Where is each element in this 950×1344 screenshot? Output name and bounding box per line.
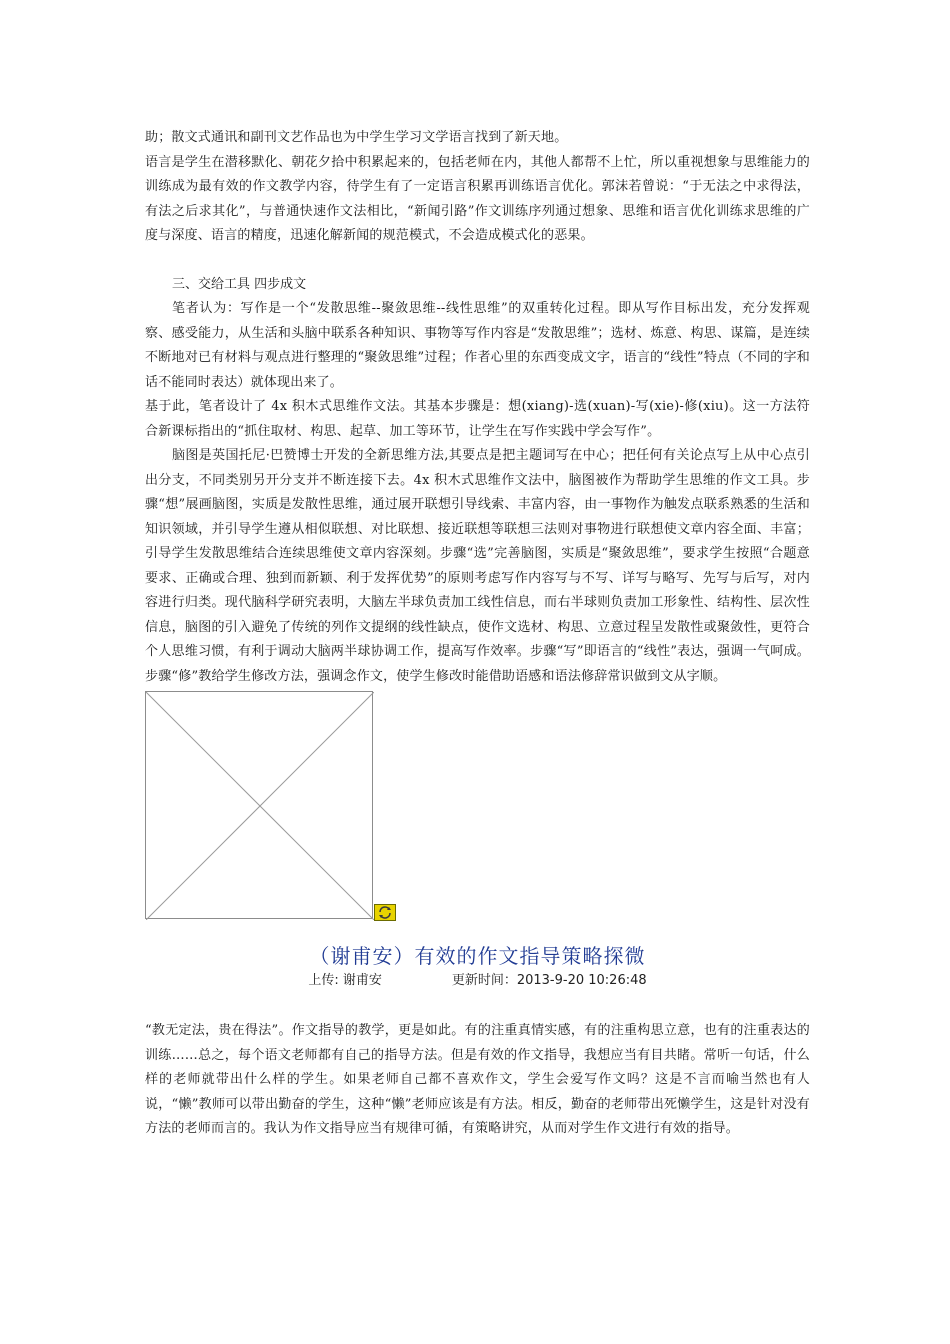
- article-paragraph: “教无定法，贵在得法”。作文指导的教学，更是如此。有的注重真情实感，有的注重构思立意，也有的注重表达的训练……总之，每个语文老师都有自己的指导方法。但是有效的作文指导，我想应当有目共睹。常听一句话，什么样的老师就带出什么样的学生。如果老师自己都不喜欢作文，学生会爱写作文吗？这是不言而喻当然也有人说，“懒”教师可以带出勤奋的学生，这种“懒”老师应该是有方法。相反，勤奋的老师带出死懒学生，这是针对没有方法的老师而言的。我认为作文指导应当有规律可循，有策略讲究，从而对学生作文进行有效的指导。: [145, 1023, 810, 1136]
- updated-time-label: 更新时间：2013-9-20 10:26:48: [451, 973, 647, 988]
- paragraph-4x-method: 基于此，笔者设计了 4x 积木式思维作文法。其基本步骤是：想(xiang)-选(xuan)-写(xie)-修(xiu)。这一方法符合新课标指出的“抓住取材、构思、起草、加工等环节，让学生在写作实践中学会写作”。: [145, 399, 810, 439]
- paragraph-gap: [145, 249, 810, 273]
- missing-image-frame: [145, 691, 373, 919]
- article-title: （谢甫安）有效的作文指导策略探微: [309, 944, 646, 968]
- section-heading: 三、交给工具 四步成文: [172, 276, 307, 292]
- uploader-label: 上传: 谢甫安: [308, 973, 382, 988]
- paragraph-mind-map: 脑图是英国托尼·巴赞博士开发的全新思维方法,其要点是把主题词写在中心；把任何有关论点写上从中心点引出分支，不同类别另开分支并不断连接下去。4x 积木式思维作文法中，脑图被作为帮助学生思维的作文工具。步骤“想”展画脑图，实质是发散性思维，通过展开联想引导线索、丰富内容，由一事物作为触发点联系熟悉的生活和知识领域，并引导学生遵从相似联想、对比联想、接近联想等联想三法则对事物进行联想使文章内容全面、丰富；引导学生发散思维结合连续思维使文章内容深刻。步骤“选”完善脑图，实质是“聚敛思维”，要求学生按照“合题意要求、正确或合理、独到而新颖、利于发挥优势”的原则考虑写作内容写与不写、详写与略写、先写与后写，对内容进行归类。现代脑科学研究表明，大脑左半球负责加工线性信息，而右半球则负责加工形象性、结构性、层次性信息，脑图的引入避免了传统的列作文提纲的线性缺点，使作文选材、构思、立意过程呈发散性或聚敛性，更符合个人思维习惯，有利于调动大脑两半球协调工作，提高写作效率。步骤“写”即语言的“线性”表达，强调一气呵成。步骤“修”教给学生修改方法，强调念作文，使学生修改时能借助语感和语法修辞常识做到文从字顺。: [145, 448, 810, 684]
- article-meta: [145, 971, 810, 991]
- paragraph-language-training: 语言是学生在潜移默化、朝花夕拾中积累起来的，包括老师在内，其他人都帮不上忙，所以重视想象与思维能力的训练成为最有效的作文教学内容，待学生有了一定语言积累再训练语言优化。郭沫若曾说：“于无法之中求得法，有法之后求其化”，与普通快速作文法相比，“新闻引路”作文训练序列通过想象、思维和语言优化训练求思维的广度与深度、语言的精度，迅速化解新闻的规范模式，不会造成模式化的恶果。: [145, 154, 810, 243]
- article-body: [145, 1019, 810, 1142]
- placeholder-cross-lines: [146, 692, 374, 920]
- paragraph-thinking-process: 笔者认为：写作是一个“发散思维--聚敛思维--线性思维”的双重转化过程。即从写作目标出发，充分发挥观察、感受能力，从生活和头脑中联系各种知识、事物等写作内容是“发散思维”；选材、炼意、构思、谋篇，是连续不断地对已有材料与观点进行整理的“聚敛思维”过程；作者心里的东西变成文字，语言的“线性”特点（不同的字和话不能同时表达）就体现出来了。: [145, 301, 810, 390]
- paragraph-continuation: 助；散文式通讯和副刊文艺作品也为中学生学习文学语言找到了新天地。: [145, 130, 568, 145]
- image-placeholder-block: [145, 691, 401, 925]
- document-page: [145, 126, 810, 1142]
- broken-image-icon: [374, 904, 396, 921]
